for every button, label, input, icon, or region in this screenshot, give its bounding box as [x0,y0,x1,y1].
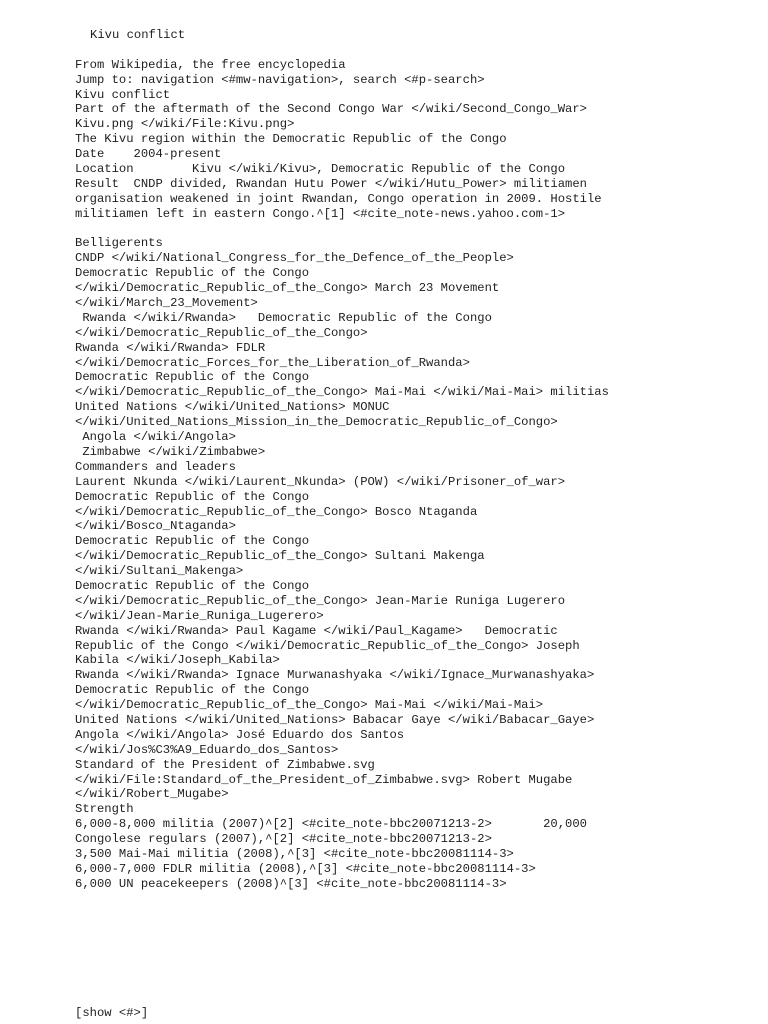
text-line: Democratic Republic of the Congo [75,370,310,385]
text-line: </wiki/Democratic_Republic_of_the_Congo> Mai-Mai </wiki/Mai-Mai> militias [75,385,609,400]
text-line: organisation weakened in joint Rwandan, Congo operation in 2009. Hostile [75,191,602,206]
text-line: 3,500 Mai-Mai militia (2008),^[3] <#cite_note-bbc20081114-3> [75,846,514,861]
text-line: </wiki/Jos%C3%A9_Eduardo_dos_Santos> [75,742,339,757]
text-line: Result CNDP divided, Rwandan Hutu Power </wiki/Hutu_Power> militiamen [75,176,587,191]
text-line: Republic of the Congo </wiki/Democratic_Republic_of_the_Congo> Joseph [75,638,580,653]
text-line: 6,000-7,000 FDLR militia (2008),^[3] <#cite_note-bbc20081114-3> [75,861,536,876]
text-line: Angola </wiki/Angola> José Eduardo dos Santos [75,727,405,742]
text-line: </wiki/Democratic_Republic_of_the_Congo> Mai-Mai </wiki/Mai-Mai> [75,698,544,713]
text-line: Laurent Nkunda </wiki/Laurent_Nkunda> (POW) </wiki/Prisoner_of_war> [75,474,566,489]
text-line: Location Kivu </wiki/Kivu>, Democratic Republic of the Congo [75,162,566,177]
text-line: Date 2004-present [75,147,222,162]
text-line: </wiki/United_Nations_Mission_in_the_Democratic_Republic_of_Congo> [75,415,558,430]
text-line: Democratic Republic of the Congo [75,683,310,698]
text-line: Rwanda </wiki/Rwanda> Paul Kagame </wiki/Paul_Kagame> Democratic [75,623,558,638]
section-heading-strength: Strength [75,802,134,817]
text-line: Jump to: navigation <#mw-navigation>, search <#p-search> [75,72,485,87]
intro-block [75,58,755,222]
text-line: Democratic Republic of the Congo [75,489,310,504]
text-line: The Kivu region within the Democratic Republic of the Congo [75,132,507,147]
text-line: Kivu.png </wiki/File:Kivu.png> [75,117,295,132]
section-heading-commanders: Commanders and leaders [75,459,236,474]
text-line: United Nations </wiki/United_Nations> Babacar Gaye </wiki/Babacar_Gaye> [75,712,595,727]
text-line: </wiki/Jean-Marie_Runiga_Lugerero> [75,608,324,623]
text-line: militiamen left in eastern Congo.^[1] <#cite_note-news.yahoo.com-1> [75,206,566,221]
text-line: From Wikipedia, the free encyclopedia [75,57,346,72]
text-line: </wiki/Democratic_Forces_for_the_Liberation_of_Rwanda> [75,355,470,370]
text-line: Rwanda </wiki/Rwanda> Ignace Murwanashyaka </wiki/Ignace_Murwanashyaka> [75,668,595,683]
text-line: </wiki/File:Standard_of_the_President_of_Zimbabwe.svg> Robert Mugabe [75,772,573,787]
text-line: </wiki/Democratic_Republic_of_the_Congo> [75,325,368,340]
text-line: </wiki/Robert_Mugabe> [75,787,229,802]
text-line: Rwanda </wiki/Rwanda> Democratic Republic of the Congo [75,310,492,325]
text-line: Democratic Republic of the Congo [75,534,310,549]
text-line: </wiki/Bosco_Ntaganda> [75,519,236,534]
text-line: Part of the aftermath of the Second Congo War </wiki/Second_Congo_War> [75,102,587,117]
show-link[interactable]: [show <#>] [75,1006,149,1020]
text-line: </wiki/Democratic_Republic_of_the_Congo> Sultani Makenga [75,549,485,564]
text-line: 6,000 UN peacekeepers (2008)^[3] <#cite_note-bbc20081114-3> [75,876,507,891]
text-line: United Nations </wiki/United_Nations> MONUC [75,400,390,415]
text-line: Standard of the President of Zimbabwe.svg [75,757,375,772]
text-line: Angola </wiki/Angola> [75,430,236,445]
text-line: Kivu conflict [75,87,171,102]
text-line: </wiki/March_23_Movement> [75,296,258,311]
text-line: </wiki/Democratic_Republic_of_the_Congo> March 23 Movement [75,281,500,296]
section-heading-belligerents: Belligerents [75,236,163,251]
text-line: Rwanda </wiki/Rwanda> FDLR [75,340,266,355]
text-line: Democratic Republic of the Congo [75,578,310,593]
text-line: Zimbabwe </wiki/Zimbabwe> [75,444,266,459]
text-line: </wiki/Democratic_Republic_of_the_Congo> Bosco Ntaganda [75,504,478,519]
infobox-block [75,236,755,891]
spacer [75,222,755,237]
text-line: </wiki/Sultani_Makenga> [75,564,244,579]
page-title: Kivu conflict [90,28,186,42]
text-line: Democratic Republic of the Congo [75,266,310,281]
text-line: 6,000-8,000 militia (2007)^[2] <#cite_note-bbc20071213-2> 20,000 [75,817,587,832]
text-line: </wiki/Democratic_Republic_of_the_Congo> Jean-Marie Runiga Lugerero [75,593,566,608]
text-line: Kabila </wiki/Joseph_Kabila> [75,653,280,668]
document-page [75,28,755,892]
text-line: Congolese regulars (2007),^[2] <#cite_note-bbc20071213-2> [75,832,492,847]
text-line: CNDP </wiki/National_Congress_for_the_Defence_of_the_People> [75,251,514,266]
